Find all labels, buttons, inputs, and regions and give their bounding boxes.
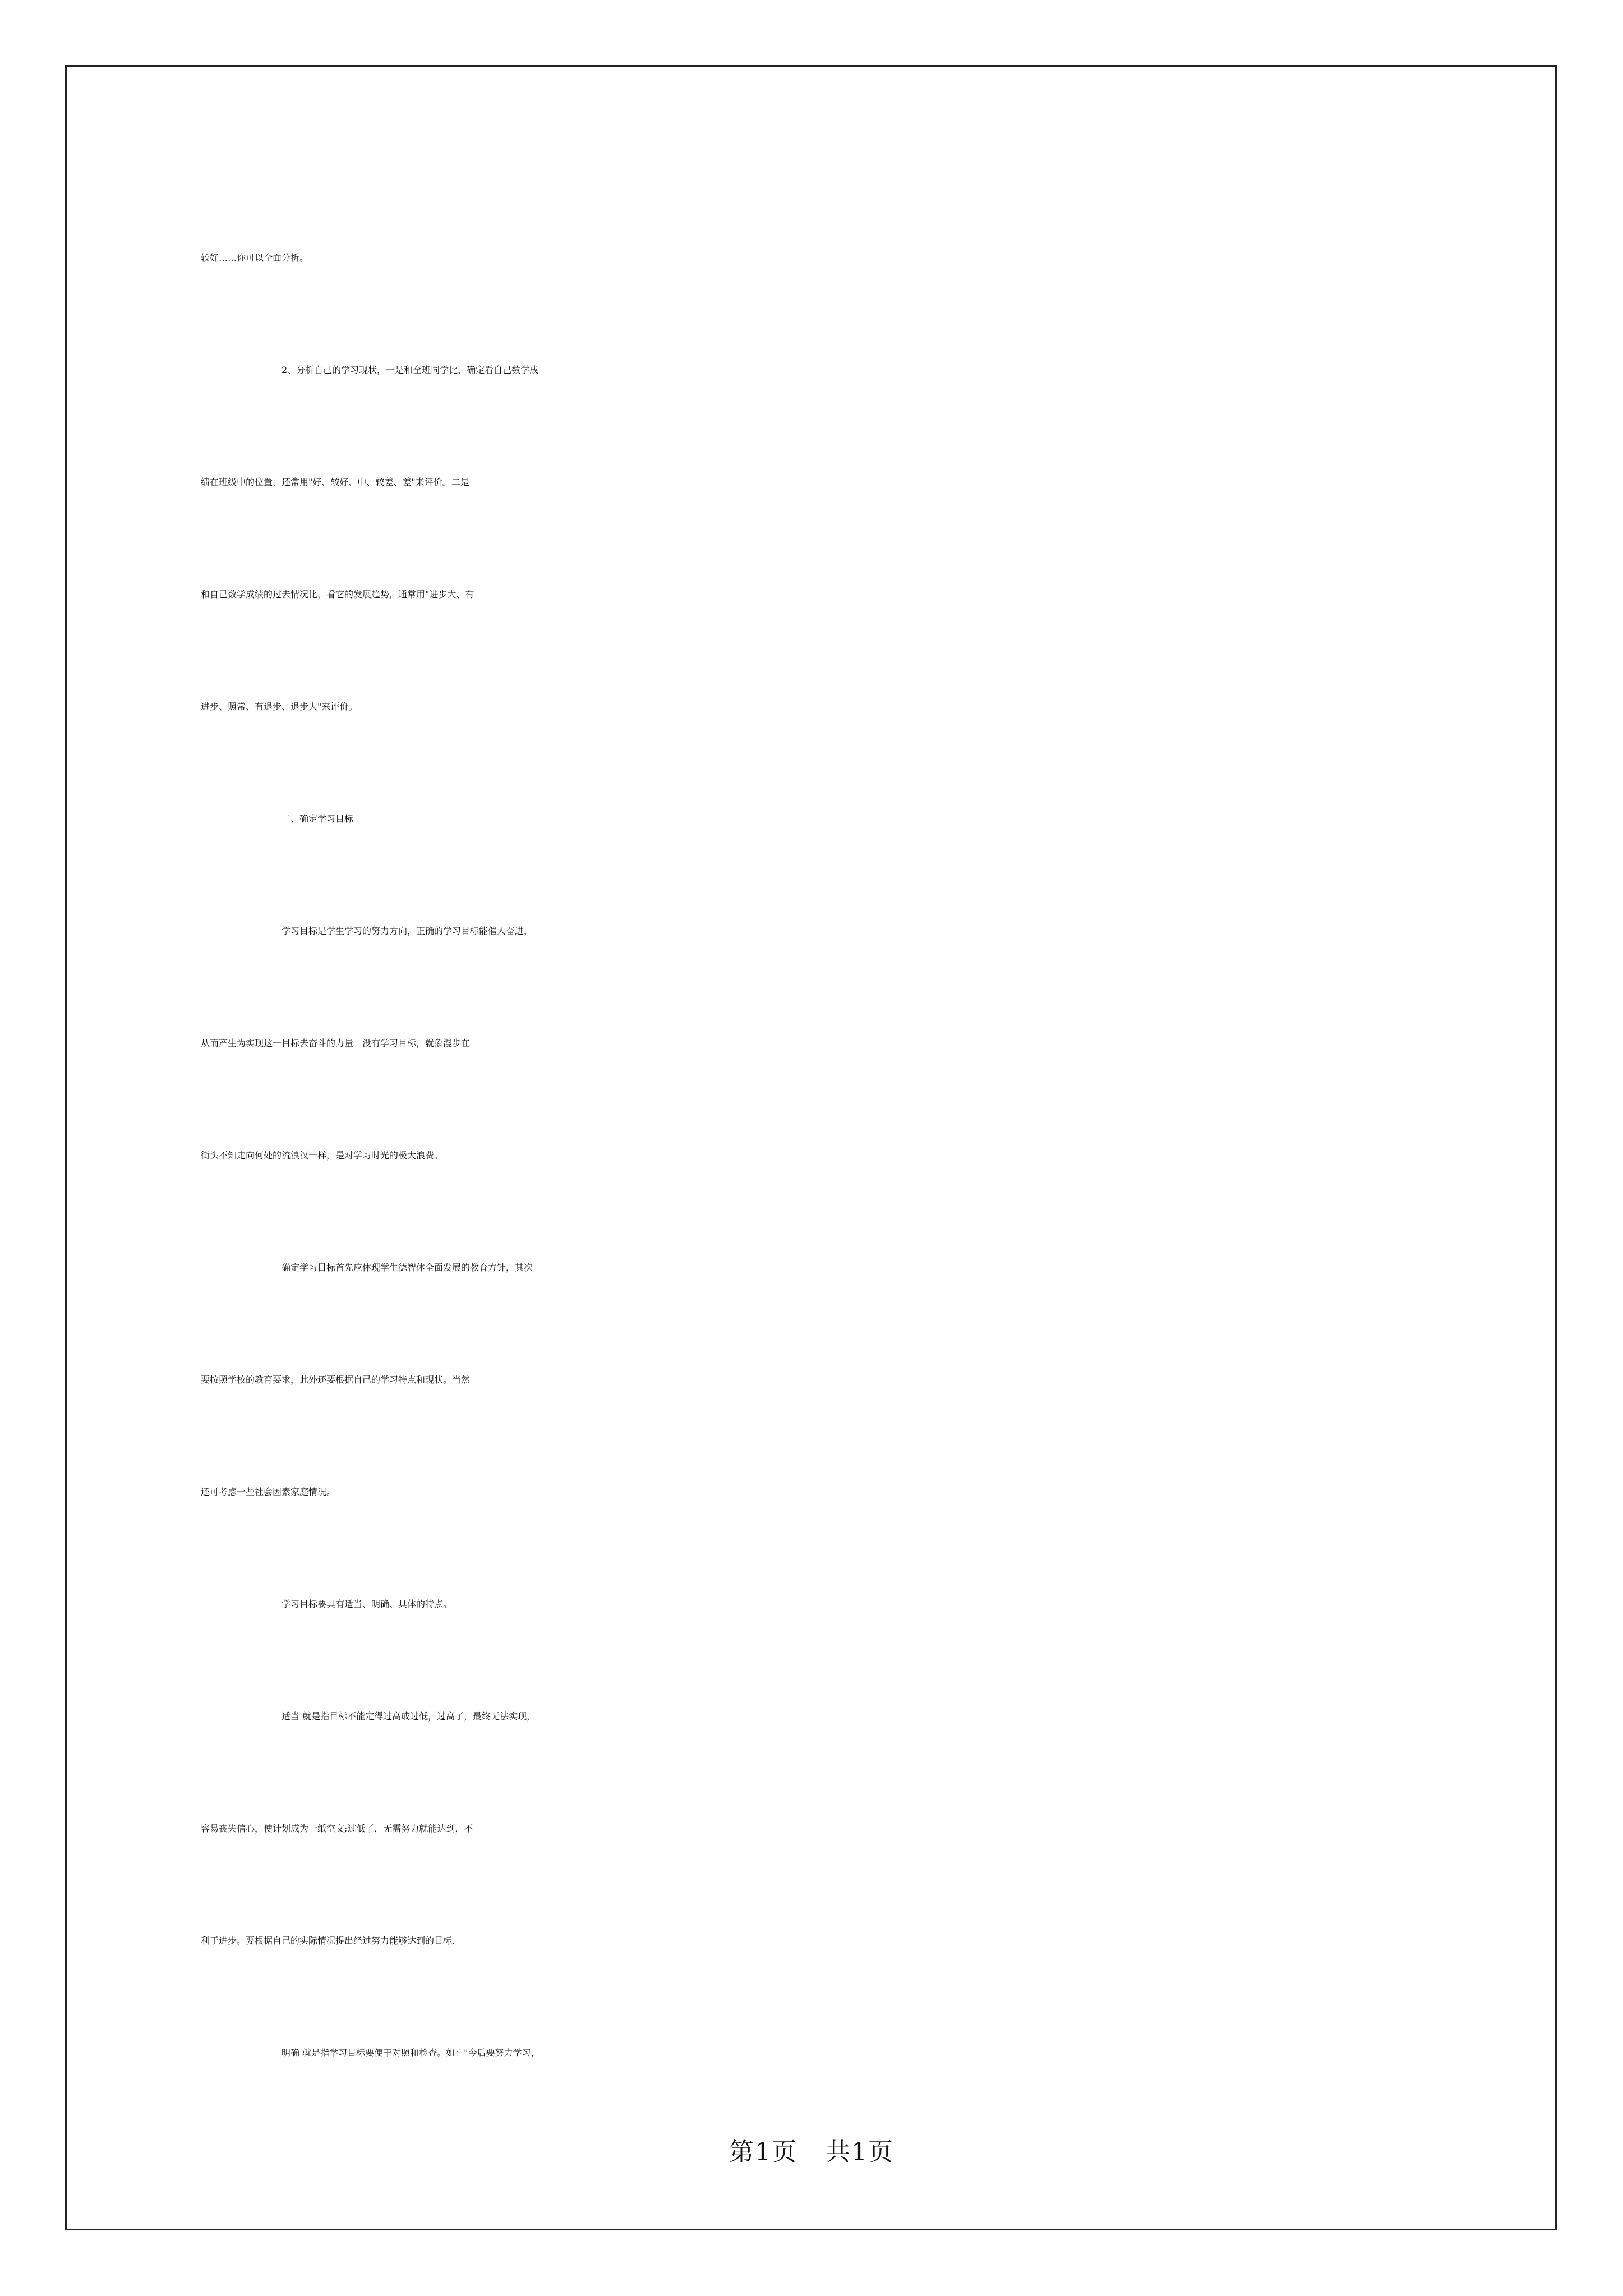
text-line: 较好……你可以全面分析。 [201,252,309,263]
text-line: 学习目标是学生学习的努力方向，正确的学习目标能催人奋进， [282,926,533,936]
text-line: 利于进步。要根据自己的实际情况提出经过努力能够达到的目标. [201,1935,455,1946]
page-number: 第1页 [729,2138,797,2166]
text-line: 要按照学校的教育要求，此外还要根据自己的学习特点和现状。当然 [201,1374,471,1385]
text-line: 进步、照常、有退步、退步大"来评价。 [201,701,358,712]
text-line: 还可考虑一些社会因素家庭情况。 [201,1487,336,1497]
text-line: 明确 就是指学习目标要便于对照和检查。如："今后要努力学习， [282,2047,540,2058]
text-line: 容易丧失信心，使计划成为一纸空文;过低了，无需努力就能达到，不 [201,1823,473,1834]
text-line: 确定学习目标首先应体现学生德智体全面发展的教育方针，其次 [282,1262,533,1273]
document-body [201,202,1429,2109]
text-line: 街头不知走向何处的流浪汉一样，是对学习时光的极大浪费。 [201,1150,444,1161]
page-total: 共1页 [826,2138,894,2166]
text-line: 2、分析自己的学习现状，一是和全班同学比，确定看自己数学成 [282,365,539,375]
section-heading: 二、确定学习目标 [282,813,354,824]
text-line: 适当 就是指目标不能定得过高或过低，过高了，最终无法实现， [282,1711,536,1722]
text-line: 和自己数学成绩的过去情况比，看它的发展趋势，通常用"进步大、有 [201,589,474,600]
text-line: 学习目标要具有适当、明确、具体的特点。 [282,1599,453,1609]
page-footer [0,2132,1623,2168]
text-line: 从而产生为实现这一目标去奋斗的力量。没有学习目标，就象漫步在 [201,1038,471,1048]
text-line: 绩在班级中的位置，还常用"好、较好、中、较差、差"来评价。二是 [201,477,469,487]
